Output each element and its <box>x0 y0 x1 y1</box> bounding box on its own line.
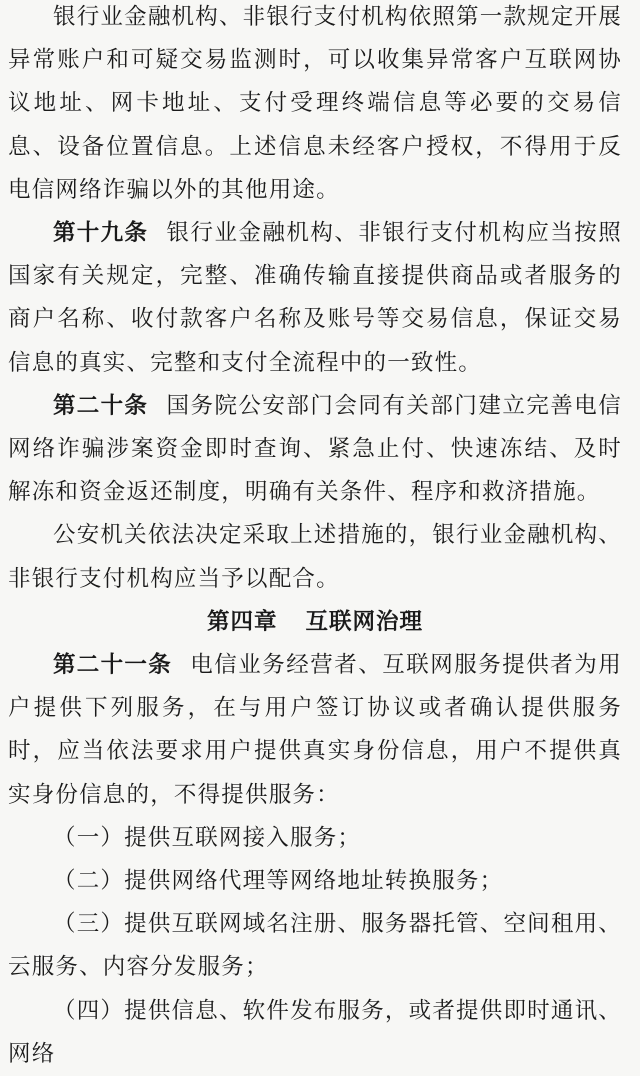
article-21-body: 电信业务经营者、互联网服务提供者为用户提供下列服务，在与用户签订协议或者确认提供服务时，应当依法要求用户提供真实身份信息，用户不提供真实身份信息的，不得提供服务： <box>8 652 622 808</box>
chapter-number: 第四章 <box>206 608 278 635</box>
chapter-heading <box>8 601 622 644</box>
paragraph-monitoring-info: 银行业金融机构、非银行支付机构依照第一款规定开展异常账户和可疑交易监测时，可以收集异常客户互联网协议地址、网卡地址、支付受理终端信息等必要的交易信息、设备位置信息。上述信息未经客户授权，不得用于反电信网络诈骗以外的其他用途。 <box>8 4 622 203</box>
list-item-3: （三）提供互联网域名注册、服务器托管、空间租用、云服务、内容分发服务； <box>8 911 622 981</box>
article-19-heading: 第十九条 <box>53 220 149 247</box>
article-19-body: 银行业金融机构、非银行支付机构应当按照国家有关规定，完整、准确传输直接提供商品或者服务的商户名称、收付款客户名称及账号等交易信息，保证交易信息的真实、完整和支付全流程中的一致性。 <box>8 220 622 376</box>
article-21 <box>8 644 622 817</box>
paragraph-police-measures: 公安机关依法决定采取上述措施的，银行业金融机构、非银行支付机构应当予以配合。 <box>8 522 622 592</box>
list-item-1: （一）提供互联网接入服务； <box>53 824 362 851</box>
article-19 <box>8 212 622 385</box>
article-20 <box>8 385 622 515</box>
article-21-heading: 第二十一条 <box>53 652 172 679</box>
article-20-body: 国务院公安部门会同有关部门建立完善电信网络诈骗涉案资金即时查询、紧急止付、快速冻结、及时解冻和资金返还制度，明确有关条件、程序和救济措施。 <box>8 392 622 506</box>
list-item-4: （四）提供信息、软件发布服务，或者提供即时通讯、网络 <box>8 997 622 1067</box>
article-20-heading: 第二十条 <box>53 392 149 419</box>
chapter-title: 互联网治理 <box>305 608 424 635</box>
list-item-2: （二）提供网络代理等网络地址转换服务； <box>53 868 504 895</box>
